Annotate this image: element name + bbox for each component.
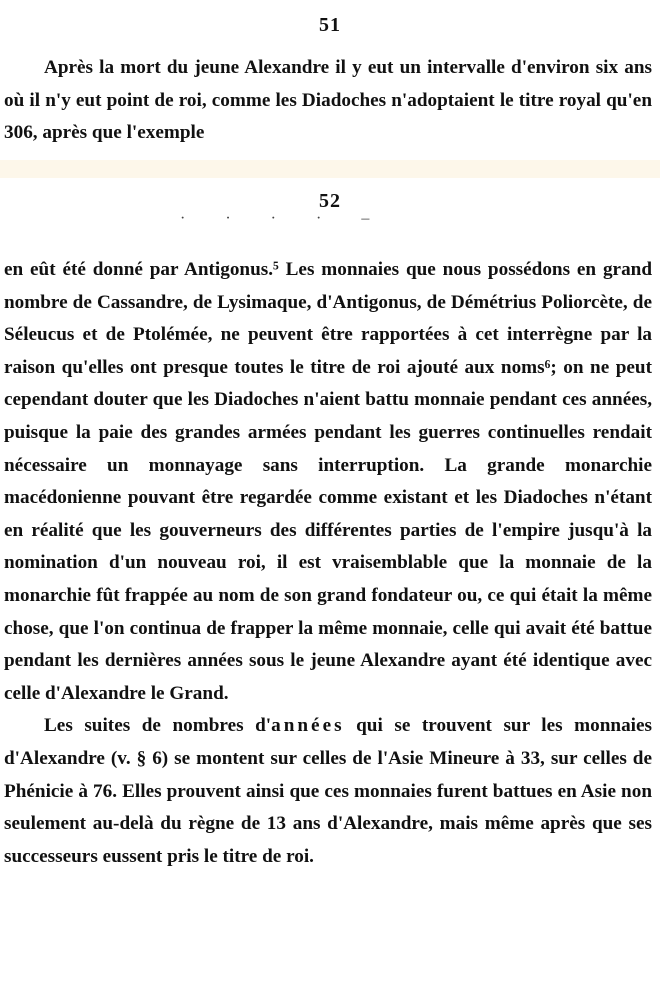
paragraph-2-start: Les suites de nombres d': [44, 715, 272, 737]
ink-specks: · · · · –: [180, 210, 388, 227]
paragraph-1: en eût été donné par Antigonus.⁵ Les monnaies que nous possédons en grand nombre de Cassandre, de Lysimaque, d'Antigonus, de Démétrius Poliorcète, de Séleucus et de Ptolémée, ne peuvent être rapportées à cet interrègne par la raison qu'elles ont presque toutes le titre de roi ajouté aux noms⁶; on ne peut cependant douter que les Diadoches n'aient battu monnaie pendant ces années, puisque la paie des grandes armées pendant les guerres continuelles rendait nécessaire un monnayage sans interruption. La grande monarchie macédonienne pouvant être regardée comme existant et les Diadoches n'étant en réalité que les gouverneurs des différentes parties de l'empire jusqu'à la nomination d'un nouveau roi, il est vraisemblable que la monnaie de la monarchie fût frappée au nom de son grand fondateur ou, ce qui était la même chose, que l'on continua de frapper la même monnaie, celle qui avait été battue pendant les dernières années sous le jeune Alexandre ayant été identique avec celle d'Alexandre le Grand.: [4, 259, 652, 704]
page-number-main: 52: [319, 190, 341, 212]
paragraph-2-rest: qui se trouvent sur les monnaies d'Alexandre (v. § 6) se montent sur celles de l'Asie Mineure à 33, sur celles de Phénicie à 76. Elles prouvent ainsi que ces monnaies furent battues en Asie non seulement au-delà du règne de 13 ans d'Alexandre, mais même après que ses successeurs eussent pris le titre de roi.: [4, 715, 653, 867]
page-break-band: [0, 160, 660, 178]
text-block-top: [4, 52, 652, 150]
paragraph-2: [4, 710, 652, 873]
paragraph-2-emphasis: années: [271, 715, 345, 737]
page-number-top: 51: [319, 14, 341, 36]
text-block-main: [4, 254, 652, 873]
paragraph-top: Après la mort du jeune Alexandre il y eut un intervalle d'environ six ans où il n'y eut point de roi, comme les Diadoches n'adoptaient le titre royal qu'en 306, après que l'exemple: [4, 57, 652, 144]
